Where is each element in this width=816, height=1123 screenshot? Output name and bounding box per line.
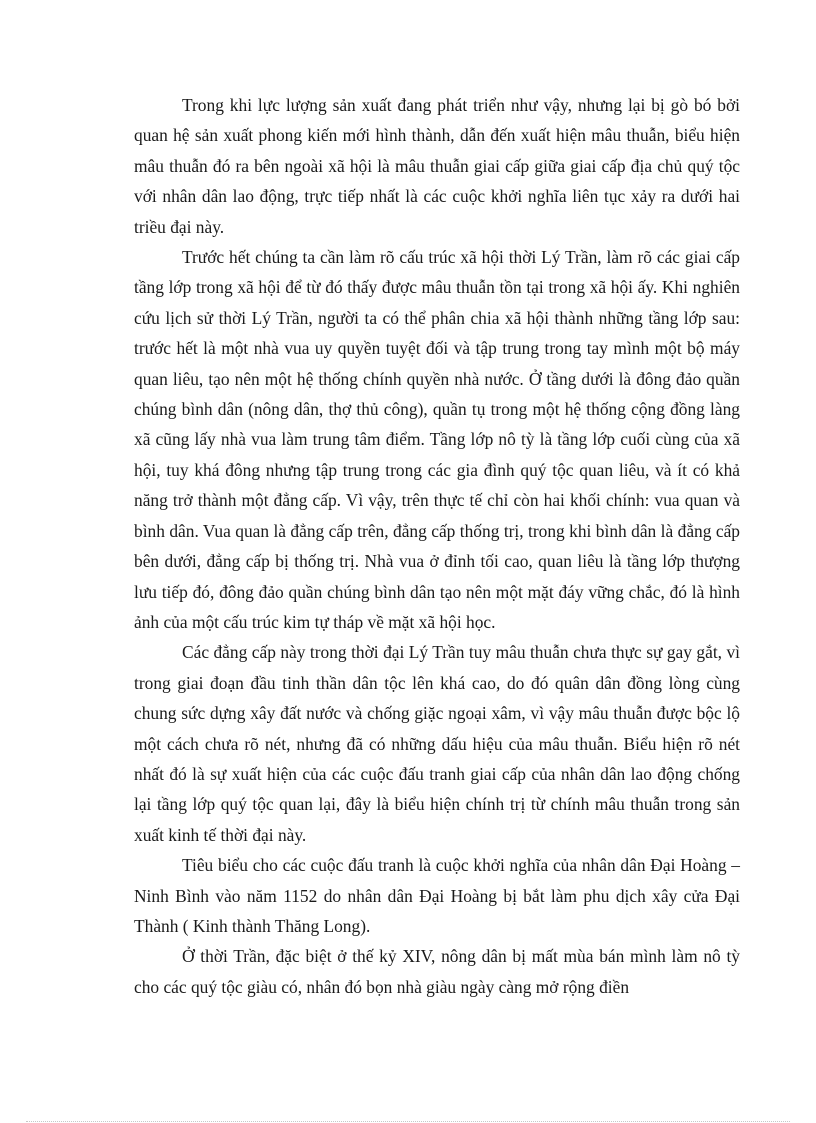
document-body <box>134 90 740 1002</box>
paragraph-5: Ở thời Trần, đặc biệt ở thế kỷ XIV, nông dân bị mất mùa bán mình làm nô tỳ cho các quý tộc giàu có, nhân đó bọn nhà giàu ngày càng mở rộng điền <box>134 946 740 997</box>
page-bottom-rule <box>26 1121 790 1122</box>
paragraph-2: Trước hết chúng ta cần làm rõ cấu trúc xã hội thời Lý Trần, làm rõ các giai cấp tầng lớp trong xã hội để từ đó thấy được mâu thuẫn tồn tại trong xã hội ấy. Khi nghiên cứu lịch sử thời Lý Trần, người ta có thể phân chia xã hội thành những tầng lớp sau: trước hết là một nhà vua uy quyền tuyệt đối và tập trung trong tay mình một bộ máy quan liêu, tạo nên một hệ thống chính quyền nhà nước. Ở tầng dưới là đông đảo quần chúng bình dân (nông dân, thợ thủ công), quần tụ trong một hệ thống cộng đồng làng xã cũng lấy nhà vua làm trung tâm điểm. Tầng lớp nô tỳ là tầng lớp cuối cùng của xã hội, tuy khá đông nhưng tập trung trong các gia đình quý tộc quan liêu, và ít có khả năng trở thành một đẳng cấp. Vì vậy, trên thực tế chỉ còn hai khối chính: vua quan và bình dân. Vua quan là đẳng cấp trên, đẳng cấp thống trị, trong khi bình dân là đẳng cấp bên dưới, đẳng cấp bị thống trị. Nhà vua ở đỉnh tối cao, quan liêu là tầng lớp thượng lưu tiếp đó, đông đảo quần chúng bình dân tạo nên một mặt đáy vững chắc, đó là hình ảnh của một cấu trúc kim tự tháp về mặt xã hội học. <box>134 247 740 632</box>
paragraph-4: Tiêu biểu cho các cuộc đấu tranh là cuộc khởi nghĩa của nhân dân Đại Hoàng – Ninh Bình vào năm 1152 do nhân dân Đại Hoàng bị bắt làm phu dịch xây cửa Đại Thành ( Kinh thành Thăng Long). <box>134 855 740 936</box>
paragraph-1: Trong khi lực lượng sản xuất đang phát triển như vậy, nhưng lại bị gò bó bởi quan hệ sản xuất phong kiến mới hình thành, dẫn đến xuất hiện mâu thuẫn, biểu hiện mâu thuẫn đó ra bên ngoài xã hội là mâu thuẫn giai cấp giữa giai cấp địa chủ quý tộc với nhân dân lao động, trực tiếp nhất là các cuộc khởi nghĩa liên tục xảy ra dưới hai triều đại này. <box>134 95 740 237</box>
paragraph-3: Các đẳng cấp này trong thời đại Lý Trần tuy mâu thuẫn chưa thực sự gay gắt, vì trong giai đoạn đầu tinh thần dân tộc lên khá cao, do đó quân dân đồng lòng cùng chung sức dựng xây đất nước và chống giặc ngoại xâm, vì vậy mâu thuẫn được bộc lộ một cách chưa rõ nét, nhưng đã có những dấu hiệu của mâu thuẫn. Biểu hiện rõ nét nhất đó là sự xuất hiện của các cuộc đấu tranh giai cấp của nhân dân lao động chống lại tầng lớp quý tộc quan lại, đây là biểu hiện chính trị từ chính mâu thuẫn trong sản xuất kinh tế thời đại này. <box>134 642 740 845</box>
